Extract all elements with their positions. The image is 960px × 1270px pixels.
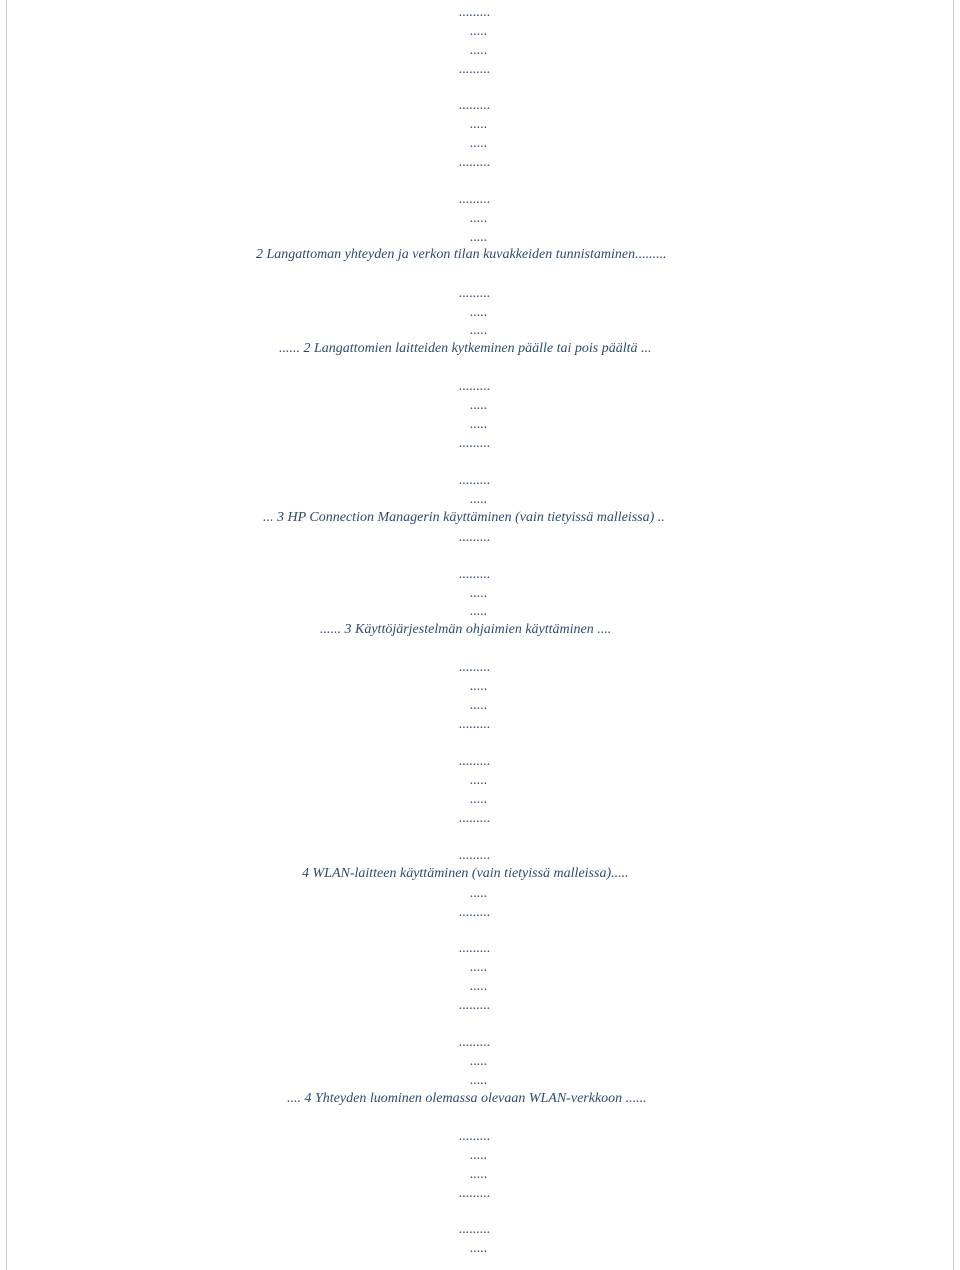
dot-leader: ......... — [459, 98, 491, 113]
dot-leader: ..... — [470, 979, 488, 994]
dot-leader: ..... — [470, 417, 488, 432]
dot-leader: ..... — [470, 24, 488, 39]
dot-leader: ..... — [470, 698, 488, 713]
dot-leader: ......... — [459, 155, 491, 170]
dot-leader: ..... — [470, 323, 488, 338]
dot-leader: ..... — [470, 773, 488, 788]
dot-leader: ..... — [470, 886, 488, 901]
dot-leader: ..... — [470, 960, 488, 975]
dot-leader: ..... — [470, 398, 488, 413]
dot-leader: ..... — [470, 230, 488, 245]
dot-leader: ..... — [470, 586, 488, 601]
dot-leader: ..... — [470, 1148, 488, 1163]
dot-leader: ..... — [470, 117, 488, 132]
toc-entry-connection-manager[interactable]: ... 3 HP Connection Managerin käyttäminen (vain tietyissä malleissa) .. — [263, 510, 665, 525]
dot-leader: ......... — [459, 1129, 491, 1144]
dot-leader: ..... — [470, 679, 488, 694]
toc-entry-wlan-device[interactable]: 4 WLAN-laitteen käyttäminen (vain tietyissä malleissa)..... — [302, 866, 629, 881]
dot-leader: ......... — [459, 1186, 491, 1201]
dot-leader: ..... — [470, 604, 488, 619]
dot-leader: ......... — [459, 1222, 491, 1237]
dot-leader: ......... — [459, 848, 491, 863]
dot-leader: ..... — [470, 43, 488, 58]
dot-leader: ..... — [470, 1054, 488, 1069]
dot-leader: ..... — [470, 136, 488, 151]
page-edge-left — [6, 0, 7, 1270]
dot-leader: ......... — [459, 5, 491, 20]
dot-leader: ......... — [459, 941, 491, 956]
dot-leader: ......... — [459, 286, 491, 301]
toc-entry-icons[interactable]: 2 Langattoman yhteyden ja verkon tilan kuvakkeiden tunnistaminen......... — [256, 247, 667, 262]
dot-leader: ......... — [459, 473, 491, 488]
toc-entry-os-controls[interactable]: ...... 3 Käyttöjärjestelmän ohjaimien käyttäminen .... — [320, 622, 612, 637]
dot-leader: ......... — [459, 1035, 491, 1050]
dot-leader: ......... — [459, 717, 491, 732]
dot-leader: ......... — [459, 998, 491, 1013]
dot-leader: ......... — [459, 436, 491, 451]
dot-leader: ......... — [459, 379, 491, 394]
dot-leader: ..... — [470, 1241, 488, 1256]
dot-leader: ..... — [470, 211, 488, 226]
dot-leader: ......... — [459, 754, 491, 769]
dot-leader: ......... — [459, 530, 491, 545]
dot-leader: ......... — [459, 905, 491, 920]
dot-leader: ..... — [470, 305, 488, 320]
dot-leader: ..... — [470, 1167, 488, 1182]
dot-leader: ..... — [470, 792, 488, 807]
dot-leader: ......... — [459, 811, 491, 826]
dot-leader: ......... — [459, 62, 491, 77]
dot-leader: ......... — [459, 660, 491, 675]
dot-leader: ..... — [470, 492, 488, 507]
dot-leader: ......... — [459, 192, 491, 207]
dot-leader: ......... — [459, 567, 491, 582]
toc-entry-wireless-toggle[interactable]: ...... 2 Langattomien laitteiden kytkeminen päälle tai pois päältä ... — [279, 341, 652, 356]
toc-entry-existing-wlan[interactable]: .... 4 Yhteyden luominen olemassa olevaan WLAN-verkkoon ...... — [287, 1091, 647, 1106]
page-edge-right — [953, 0, 954, 1270]
dot-leader: ..... — [470, 1073, 488, 1088]
